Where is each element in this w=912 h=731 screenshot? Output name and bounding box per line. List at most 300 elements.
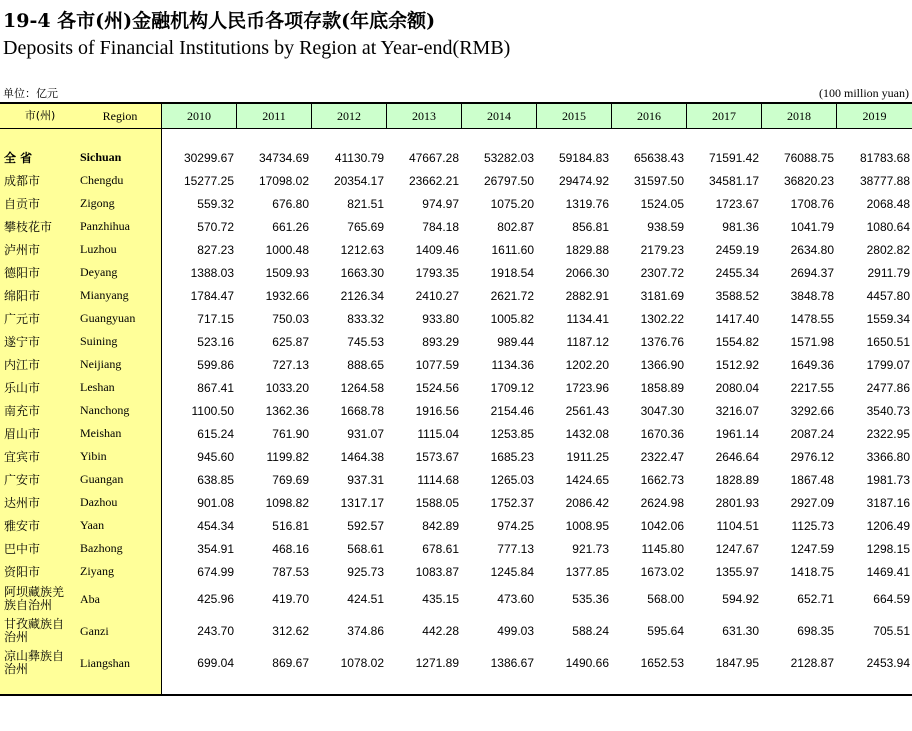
header-year: 2014 xyxy=(461,104,536,128)
deposit-value: 1005.82 xyxy=(490,311,534,326)
deposit-value: 2126.34 xyxy=(340,288,384,303)
deposit-value: 1115.04 xyxy=(417,426,459,441)
region-name-english: Dazhou xyxy=(80,495,118,509)
region-name-chinese: 巴中市 xyxy=(4,542,41,556)
deposit-value: 717.15 xyxy=(197,311,234,326)
deposit-value: 1355.97 xyxy=(715,564,759,579)
deposit-value: 1042.06 xyxy=(640,518,684,533)
region-name-english: Liangshan xyxy=(80,655,130,670)
table-row xyxy=(0,353,912,376)
deposit-value: 1799.07 xyxy=(866,357,910,372)
region-name-chinese: 全 省 xyxy=(4,151,33,165)
region-name-english: Aba xyxy=(80,591,100,606)
deposit-value: 678.61 xyxy=(422,541,459,556)
deposit-value: 2927.09 xyxy=(790,495,834,510)
deposit-value: 1377.85 xyxy=(565,564,609,579)
deposit-value: 787.53 xyxy=(272,564,309,579)
unit-label-english: (100 million yuan) xyxy=(819,86,909,100)
deposit-value: 2179.23 xyxy=(640,242,684,257)
table-row xyxy=(0,514,912,537)
deposit-value: 3588.52 xyxy=(715,288,759,303)
table-row xyxy=(0,261,912,284)
deposit-value: 652.71 xyxy=(797,592,834,606)
deposit-value: 867.41 xyxy=(197,380,234,395)
deposit-value: 1245.84 xyxy=(490,564,534,579)
deposit-value: 802.87 xyxy=(497,219,534,234)
deposit-value: 1298.15 xyxy=(866,541,910,556)
deposit-value: 2621.72 xyxy=(490,288,534,303)
deposit-value: 1916.56 xyxy=(415,403,459,418)
deposit-value: 1104.51 xyxy=(716,518,759,533)
deposit-value: 974.97 xyxy=(422,196,459,211)
deposit-value: 34581.17 xyxy=(708,173,759,188)
deposit-value: 833.32 xyxy=(347,311,384,326)
deposit-value: 2477.86 xyxy=(866,380,910,395)
deposit-value: 1668.78 xyxy=(340,403,384,418)
deposit-value: 925.73 xyxy=(347,564,384,579)
deposit-value: 2624.98 xyxy=(640,495,684,510)
table-row xyxy=(0,422,912,445)
deposit-value: 1858.89 xyxy=(640,380,684,395)
deposit-value: 599.86 xyxy=(197,357,234,372)
deposit-value: 23662.21 xyxy=(408,173,459,188)
deposit-value: 769.69 xyxy=(272,472,309,487)
deposit-value: 1911.25 xyxy=(566,449,609,464)
deposit-value: 989.44 xyxy=(497,334,534,349)
deposit-value: 2455.34 xyxy=(715,265,759,280)
table-row xyxy=(0,399,912,422)
deposit-value: 938.59 xyxy=(647,219,684,234)
deposit-value: 1418.75 xyxy=(790,564,834,579)
deposit-value: 570.72 xyxy=(197,219,234,234)
deposit-value: 29474.92 xyxy=(558,173,609,188)
deposit-value: 1867.48 xyxy=(790,472,834,487)
deposit-value: 625.87 xyxy=(272,334,309,349)
deposit-value: 2459.19 xyxy=(715,242,759,257)
deposit-value: 588.24 xyxy=(572,624,609,638)
deposit-value: 3366.80 xyxy=(866,449,910,464)
deposit-value: 454.34 xyxy=(197,518,234,533)
region-name-english: Nanchong xyxy=(80,403,130,417)
deposit-value: 1685.23 xyxy=(490,449,534,464)
deposit-value: 1083.87 xyxy=(415,564,459,579)
table-row xyxy=(0,307,912,330)
deposit-value: 2911.79 xyxy=(867,265,910,280)
deposit-value: 2087.24 xyxy=(790,426,834,441)
deposit-value: 2322.95 xyxy=(866,426,910,441)
deposit-value: 535.36 xyxy=(572,592,609,606)
region-name-english: Zigong xyxy=(80,196,115,210)
deposit-value: 595.64 xyxy=(647,624,684,638)
deposit-value: 745.53 xyxy=(347,334,384,349)
table-body xyxy=(0,146,912,679)
deposit-value: 2634.80 xyxy=(790,242,834,257)
deposit-value: 1000.48 xyxy=(265,242,309,257)
region-name-chinese: 甘孜藏族自治州 xyxy=(4,617,65,644)
deposit-value: 1509.93 xyxy=(265,265,309,280)
region-name-english: Guangan xyxy=(80,472,124,486)
deposit-value: 1650.51 xyxy=(866,334,910,349)
deposit-value: 765.69 xyxy=(347,219,384,234)
unit-label-chinese: 单位：亿元 xyxy=(3,87,58,100)
deposit-value: 36820.23 xyxy=(783,173,834,188)
deposit-value: 59184.83 xyxy=(558,150,609,165)
deposit-value: 1125.73 xyxy=(791,518,834,533)
table-row xyxy=(0,647,912,679)
deposit-value: 1524.05 xyxy=(640,196,684,211)
deposit-value: 17098.02 xyxy=(258,173,309,188)
deposit-value: 1212.63 xyxy=(340,242,384,257)
deposit-value: 699.04 xyxy=(197,656,234,670)
deposit-value: 1663.30 xyxy=(340,265,384,280)
region-name-english: Ziyang xyxy=(80,564,114,578)
deposit-value: 3540.73 xyxy=(866,403,910,418)
deposit-value: 1114.68 xyxy=(417,472,459,487)
deposit-value: 664.59 xyxy=(873,592,910,606)
deposit-value: 1199.82 xyxy=(266,449,309,464)
deposit-value: 419.70 xyxy=(272,592,309,606)
deposit-value: 784.18 xyxy=(422,219,459,234)
deposit-value: 1723.67 xyxy=(715,196,759,211)
deposit-value: 1784.47 xyxy=(190,288,234,303)
deposit-value: 1008.95 xyxy=(565,518,609,533)
table-row xyxy=(0,146,912,169)
header-year: 2019 xyxy=(836,104,912,128)
deposit-value: 931.07 xyxy=(347,426,384,441)
deposit-value: 2801.93 xyxy=(715,495,759,510)
deposit-value: 1098.82 xyxy=(265,495,309,510)
deposit-value: 1649.36 xyxy=(790,357,834,372)
deposit-value: 1077.59 xyxy=(415,357,459,372)
deposit-value: 1918.54 xyxy=(490,265,534,280)
deposit-value: 243.70 xyxy=(197,624,234,638)
deposit-value: 2561.43 xyxy=(565,403,609,418)
deposit-value: 1317.17 xyxy=(340,495,384,510)
deposit-value: 1033.20 xyxy=(265,380,309,395)
deposit-value: 1362.36 xyxy=(265,403,309,418)
deposit-value: 1134.41 xyxy=(566,311,609,326)
deposit-value: 1670.36 xyxy=(640,426,684,441)
header-year: 2016 xyxy=(611,104,686,128)
deposit-value: 1981.73 xyxy=(866,472,910,487)
deposit-value: 26797.50 xyxy=(483,173,534,188)
header-year: 2013 xyxy=(386,104,461,128)
table-title-english: Deposits of Financial Institutions by Region at Year-end(RMB) xyxy=(3,37,511,59)
deposit-value: 933.80 xyxy=(422,311,459,326)
deposit-value: 1100.50 xyxy=(191,403,234,418)
region-name-english: Ganzi xyxy=(80,623,109,638)
deposit-value: 3848.78 xyxy=(790,288,834,303)
deposit-value: 1386.67 xyxy=(490,656,534,670)
deposit-value: 638.85 xyxy=(197,472,234,487)
deposit-value: 869.67 xyxy=(272,656,309,670)
deposit-value: 1662.73 xyxy=(640,472,684,487)
deposit-value: 1554.82 xyxy=(715,334,759,349)
deposit-value: 727.13 xyxy=(272,357,309,372)
deposit-value: 2307.72 xyxy=(640,265,684,280)
deposit-value: 1588.05 xyxy=(415,495,459,510)
deposit-value: 424.51 xyxy=(347,592,384,606)
table-row xyxy=(0,330,912,353)
deposit-value: 20354.17 xyxy=(333,173,384,188)
deposit-value: 1673.02 xyxy=(640,564,684,579)
header-row xyxy=(0,104,912,129)
deposit-value: 777.13 xyxy=(497,541,534,556)
deposit-value: 1187.12 xyxy=(566,334,609,349)
deposit-value: 1524.56 xyxy=(415,380,459,395)
deposit-value: 468.16 xyxy=(272,541,309,556)
deposit-value: 2066.30 xyxy=(565,265,609,280)
deposit-value: 761.90 xyxy=(272,426,309,441)
deposit-value: 1573.67 xyxy=(415,449,459,464)
table-title-chinese: 19-4 各市(州)金融机构人民币各项存款(年底余额) xyxy=(3,10,436,32)
deposit-value: 2217.55 xyxy=(790,380,834,395)
deposit-value: 974.25 xyxy=(497,518,534,533)
deposit-value: 2128.87 xyxy=(790,656,834,670)
deposit-value: 1075.20 xyxy=(490,196,534,211)
deposit-value: 41130.79 xyxy=(334,150,384,165)
deposit-value: 1424.65 xyxy=(565,472,609,487)
deposit-value: 1847.95 xyxy=(715,656,759,670)
deposit-value: 592.57 xyxy=(347,518,384,533)
header-year: 2010 xyxy=(161,104,236,128)
deposit-value: 1388.03 xyxy=(190,265,234,280)
deposit-value: 1961.14 xyxy=(715,426,759,441)
region-name-chinese: 乐山市 xyxy=(4,381,41,395)
deposit-value: 1376.76 xyxy=(640,334,684,349)
deposit-value: 559.32 xyxy=(197,196,234,211)
region-name-english: Panzhihua xyxy=(80,219,130,233)
table-row xyxy=(0,284,912,307)
deposit-value: 2453.94 xyxy=(866,656,910,670)
deposit-value: 1417.40 xyxy=(715,311,759,326)
deposit-value: 34734.69 xyxy=(258,150,309,165)
table-row xyxy=(0,215,912,238)
deposit-value: 425.96 xyxy=(197,592,234,606)
region-name-english: Chengdu xyxy=(80,173,124,187)
region-name-english: Neijiang xyxy=(80,357,122,371)
deposit-value: 71591.42 xyxy=(708,150,759,165)
deposit-value: 594.92 xyxy=(722,592,759,606)
table-row xyxy=(0,445,912,468)
header-year: 2011 xyxy=(236,104,311,128)
header-year: 2017 xyxy=(686,104,761,128)
header-year: 2015 xyxy=(536,104,611,128)
region-name-chinese: 遂宁市 xyxy=(4,335,41,349)
deposit-value: 1469.41 xyxy=(866,564,910,579)
deposit-value: 1366.90 xyxy=(640,357,684,372)
region-name-english: Yibin xyxy=(80,449,107,463)
deposit-value: 1512.92 xyxy=(715,357,759,372)
deposit-value: 2322.47 xyxy=(640,449,684,464)
deposit-value: 1078.02 xyxy=(340,656,384,670)
header-city-cn: 市(州) xyxy=(24,109,56,122)
deposit-value: 1723.96 xyxy=(565,380,609,395)
deposit-value: 2976.12 xyxy=(790,449,834,464)
region-name-chinese: 成都市 xyxy=(4,174,41,188)
deposit-value: 1265.03 xyxy=(490,472,534,487)
deposit-value: 442.28 xyxy=(422,624,459,638)
table-row xyxy=(0,615,912,647)
deposit-value: 1202.20 xyxy=(565,357,609,372)
deposit-value: 38777.88 xyxy=(859,173,910,188)
region-name-english: Guangyuan xyxy=(80,311,136,325)
deposit-value: 1571.98 xyxy=(790,334,834,349)
region-name-chinese: 自贡市 xyxy=(4,197,41,211)
deposit-value: 1253.85 xyxy=(490,426,534,441)
header-year: 2018 xyxy=(761,104,836,128)
deposit-value: 4457.80 xyxy=(866,288,910,303)
region-name-chinese: 泸州市 xyxy=(4,243,41,257)
deposit-value: 921.73 xyxy=(572,541,609,556)
deposit-value: 31597.50 xyxy=(633,173,684,188)
deposit-value: 1829.88 xyxy=(565,242,609,257)
deposit-value: 2694.37 xyxy=(790,265,834,280)
deposit-value: 2080.04 xyxy=(715,380,759,395)
deposit-value: 1828.89 xyxy=(715,472,759,487)
deposit-value: 821.51 xyxy=(347,196,384,211)
deposit-value: 674.99 xyxy=(197,564,234,579)
deposit-value: 499.03 xyxy=(497,624,534,638)
table-row xyxy=(0,192,912,215)
region-name-chinese: 宜宾市 xyxy=(4,450,41,464)
table-row xyxy=(0,583,912,615)
deposit-value: 676.80 xyxy=(272,196,309,211)
region-name-chinese: 内江市 xyxy=(4,358,41,372)
deposit-value: 2646.64 xyxy=(715,449,759,464)
region-name-chinese: 达州市 xyxy=(4,496,41,510)
deposit-value: 615.24 xyxy=(197,426,234,441)
deposit-value: 750.03 xyxy=(272,311,309,326)
table-row xyxy=(0,376,912,399)
region-name-chinese: 南充市 xyxy=(4,404,41,418)
deposit-value: 1206.49 xyxy=(866,518,910,533)
deposit-value: 516.81 xyxy=(272,518,309,533)
region-name-english: Meishan xyxy=(80,426,122,440)
deposit-value: 3292.66 xyxy=(790,403,834,418)
deposit-value: 1247.59 xyxy=(790,541,834,556)
deposit-value: 568.61 xyxy=(347,541,384,556)
deposit-value: 1708.76 xyxy=(790,196,834,211)
region-name-english: Mianyang xyxy=(80,288,129,302)
deposit-value: 1752.37 xyxy=(490,495,534,510)
deposit-value: 945.60 xyxy=(197,449,234,464)
deposit-value: 47667.28 xyxy=(408,150,459,165)
deposit-value: 435.15 xyxy=(422,592,459,606)
deposit-value: 312.62 xyxy=(272,624,309,638)
deposit-value: 2410.27 xyxy=(415,288,459,303)
deposit-value: 65638.43 xyxy=(633,150,684,165)
region-name-english: Luzhou xyxy=(80,242,117,256)
deposit-value: 1559.34 xyxy=(866,311,910,326)
deposit-value: 81783.68 xyxy=(859,150,910,165)
deposit-value: 473.60 xyxy=(497,592,534,606)
region-name-english: Suining xyxy=(80,334,118,348)
table-row xyxy=(0,169,912,192)
deposit-value: 2882.91 xyxy=(565,288,609,303)
region-name-english: Yaan xyxy=(80,518,105,532)
deposit-value: 888.65 xyxy=(347,357,384,372)
deposit-value: 1709.12 xyxy=(490,380,534,395)
region-name-chinese: 广安市 xyxy=(4,473,41,487)
deposit-value: 1490.66 xyxy=(565,656,609,670)
deposit-value: 3047.30 xyxy=(640,403,684,418)
region-name-chinese: 德阳市 xyxy=(4,266,41,280)
deposit-value: 15277.25 xyxy=(183,173,234,188)
region-name-chinese: 雅安市 xyxy=(4,519,41,533)
table-row xyxy=(0,238,912,261)
deposit-value: 856.81 xyxy=(572,219,609,234)
deposit-value: 1478.55 xyxy=(790,311,834,326)
deposit-value: 1080.64 xyxy=(866,219,910,234)
deposit-value: 1432.08 xyxy=(565,426,609,441)
table-row xyxy=(0,537,912,560)
deposit-value: 374.86 xyxy=(347,624,384,638)
deposit-value: 3181.69 xyxy=(640,288,684,303)
deposit-value: 705.51 xyxy=(873,624,910,638)
deposit-value: 661.26 xyxy=(272,219,309,234)
region-name-chinese: 攀枝花市 xyxy=(4,220,53,234)
deposit-value: 1611.60 xyxy=(491,242,534,257)
region-name-chinese: 眉山市 xyxy=(4,427,41,441)
deposit-value: 1464.38 xyxy=(340,449,384,464)
deposit-value: 937.31 xyxy=(347,472,384,487)
deposit-value: 631.30 xyxy=(722,624,759,638)
deposit-value: 354.91 xyxy=(197,541,234,556)
deposit-value: 1652.53 xyxy=(640,656,684,670)
deposit-value: 1409.46 xyxy=(415,242,459,257)
region-name-chinese: 资阳市 xyxy=(4,565,41,579)
deposit-value: 30299.67 xyxy=(183,150,234,165)
deposit-value: 76088.75 xyxy=(783,150,834,165)
deposit-value: 1134.36 xyxy=(491,357,534,372)
deposit-value: 1041.79 xyxy=(790,219,834,234)
region-name-chinese: 广元市 xyxy=(4,312,41,326)
region-name-chinese: 绵阳市 xyxy=(4,289,41,303)
table-row xyxy=(0,491,912,514)
deposit-value: 2086.42 xyxy=(565,495,609,510)
region-name-english: Sichuan xyxy=(80,150,122,164)
deposit-value: 1271.89 xyxy=(415,656,459,670)
deposit-value: 523.16 xyxy=(197,334,234,349)
deposit-value: 901.08 xyxy=(197,495,234,510)
region-name-english: Deyang xyxy=(80,265,118,279)
deposit-value: 827.23 xyxy=(197,242,234,257)
region-name-english: Bazhong xyxy=(80,541,123,555)
table-row xyxy=(0,468,912,491)
region-name-chinese: 凉山彝族自治州 xyxy=(4,649,65,676)
deposit-value: 53282.03 xyxy=(483,150,534,165)
deposit-value: 698.35 xyxy=(797,624,834,638)
deposit-value: 893.29 xyxy=(422,334,459,349)
deposit-value: 1302.22 xyxy=(640,311,684,326)
deposit-value: 1319.76 xyxy=(565,196,609,211)
deposit-value: 2068.48 xyxy=(866,196,910,211)
deposit-value: 568.00 xyxy=(647,592,684,606)
deposit-value: 1264.58 xyxy=(340,380,384,395)
deposit-value: 3187.16 xyxy=(866,495,910,510)
deposit-value: 1793.35 xyxy=(415,265,459,280)
region-name-chinese: 阿坝藏族羌族自治州 xyxy=(4,585,65,612)
deposit-value: 981.36 xyxy=(722,219,759,234)
deposit-value: 842.89 xyxy=(422,518,459,533)
deposit-value: 2802.82 xyxy=(866,242,910,257)
bottom-rule xyxy=(0,694,912,696)
deposit-value: 1247.67 xyxy=(715,541,759,556)
header-year: 2012 xyxy=(311,104,386,128)
deposit-value: 2154.46 xyxy=(490,403,534,418)
deposit-value: 1145.80 xyxy=(641,541,684,556)
